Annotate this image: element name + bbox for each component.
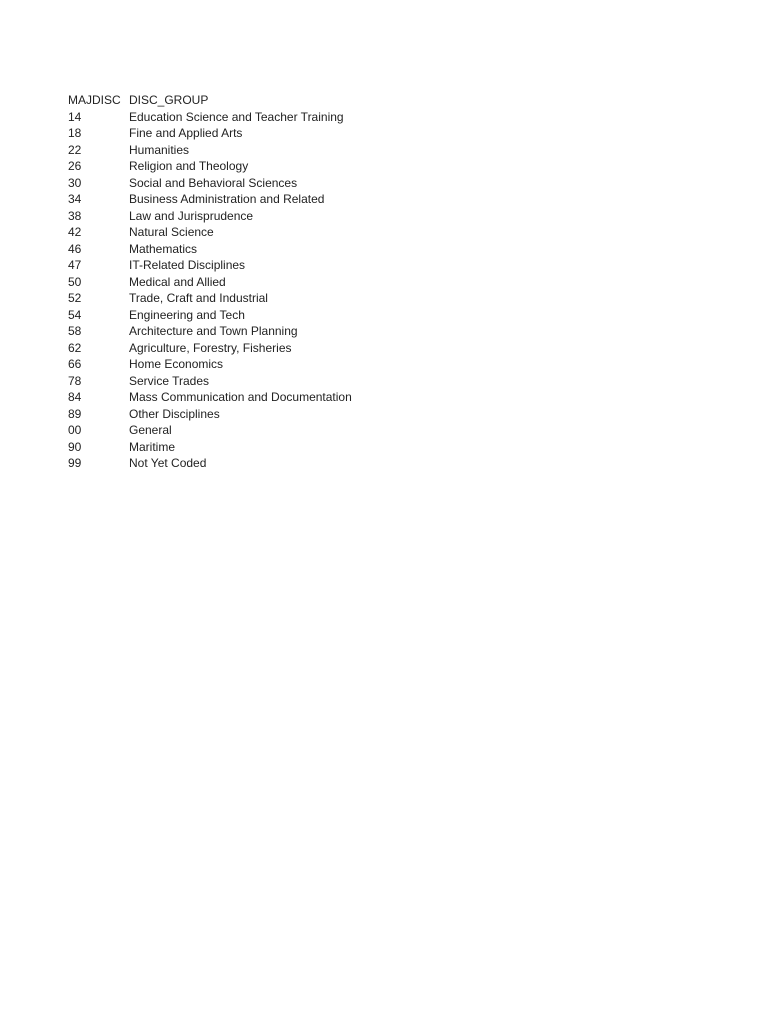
column-header-disc-group: DISC_GROUP [129, 93, 209, 107]
disc-group-cell: Natural Science [129, 225, 214, 239]
table-row [68, 175, 708, 192]
table-row [68, 307, 708, 324]
majdisc-cell: 78 [68, 373, 82, 388]
majdisc-cell: 52 [68, 291, 82, 305]
majdisc-cell: 84 [68, 390, 82, 404]
majdisc-cell: 50 [68, 274, 82, 289]
table-row [68, 439, 708, 456]
table-row [68, 109, 708, 126]
table-row [68, 158, 708, 175]
disc-group-cell: Other Disciplines [129, 406, 220, 421]
majdisc-cell: 90 [68, 439, 82, 454]
majdisc-cell: 58 [68, 324, 82, 338]
table-row [68, 290, 708, 307]
majdisc-cell: 34 [68, 192, 82, 206]
majdisc-cell: 38 [68, 208, 82, 223]
column-header-majdisc: MAJDISC [68, 93, 121, 107]
table-row [68, 224, 708, 241]
majdisc-cell: 30 [68, 175, 82, 190]
disc-group-cell: Service Trades [129, 373, 210, 388]
majdisc-cell: 54 [68, 307, 82, 322]
disc-group-cell: Social and Behavioral Sciences [129, 175, 298, 190]
disc-group-cell: Not Yet Coded [129, 456, 207, 470]
table-row [68, 125, 708, 142]
table-row [68, 191, 708, 208]
disc-group-cell: Mathematics [129, 241, 198, 256]
table-row [68, 241, 708, 258]
majdisc-cell: 26 [68, 159, 82, 173]
table-row [68, 257, 708, 274]
discipline-table [68, 92, 708, 472]
table-row [68, 323, 708, 340]
majdisc-cell: 62 [68, 340, 82, 355]
majdisc-cell: 00 [68, 423, 82, 437]
table-row [68, 406, 708, 423]
majdisc-cell: 89 [68, 406, 82, 421]
disc-group-cell: Religion and Theology [129, 159, 249, 173]
majdisc-cell: 18 [68, 126, 82, 140]
disc-group-cell: Engineering and Tech [129, 307, 245, 322]
majdisc-cell: 66 [68, 357, 82, 371]
majdisc-cell: 47 [68, 258, 82, 272]
disc-group-cell: Trade, Craft and Industrial [129, 291, 268, 305]
disc-group-cell: Humanities [129, 142, 190, 157]
majdisc-cell: 99 [68, 456, 82, 470]
table-row [68, 422, 708, 439]
disc-group-cell: Fine and Applied Arts [129, 126, 243, 140]
disc-group-cell: Law and Jurisprudence [129, 208, 254, 223]
majdisc-cell: 14 [68, 109, 82, 124]
disc-group-cell: IT-Related Disciplines [129, 258, 246, 272]
disc-group-cell: General [129, 423, 172, 437]
disc-group-cell: Business Administration and Related [129, 192, 325, 206]
majdisc-cell: 42 [68, 225, 82, 239]
table-row [68, 208, 708, 225]
disc-group-cell: Architecture and Town Planning [129, 324, 298, 338]
table-row [68, 142, 708, 159]
table-row [68, 340, 708, 357]
table-row [68, 274, 708, 291]
table-row [68, 455, 708, 472]
table-body [68, 109, 708, 472]
table-row [68, 389, 708, 406]
disc-group-cell: Education Science and Teacher Training [129, 109, 344, 124]
majdisc-cell: 46 [68, 241, 82, 256]
disc-group-cell: Home Economics [129, 357, 224, 371]
disc-group-cell: Mass Communication and Documentation [129, 390, 352, 404]
disc-group-cell: Maritime [129, 439, 176, 454]
table-row [68, 373, 708, 390]
disc-group-cell: Medical and Allied [129, 274, 226, 289]
disc-group-cell: Agriculture, Forestry, Fisheries [129, 340, 292, 355]
majdisc-cell: 22 [68, 142, 82, 157]
table-header-row [68, 92, 708, 109]
table-row [68, 356, 708, 373]
